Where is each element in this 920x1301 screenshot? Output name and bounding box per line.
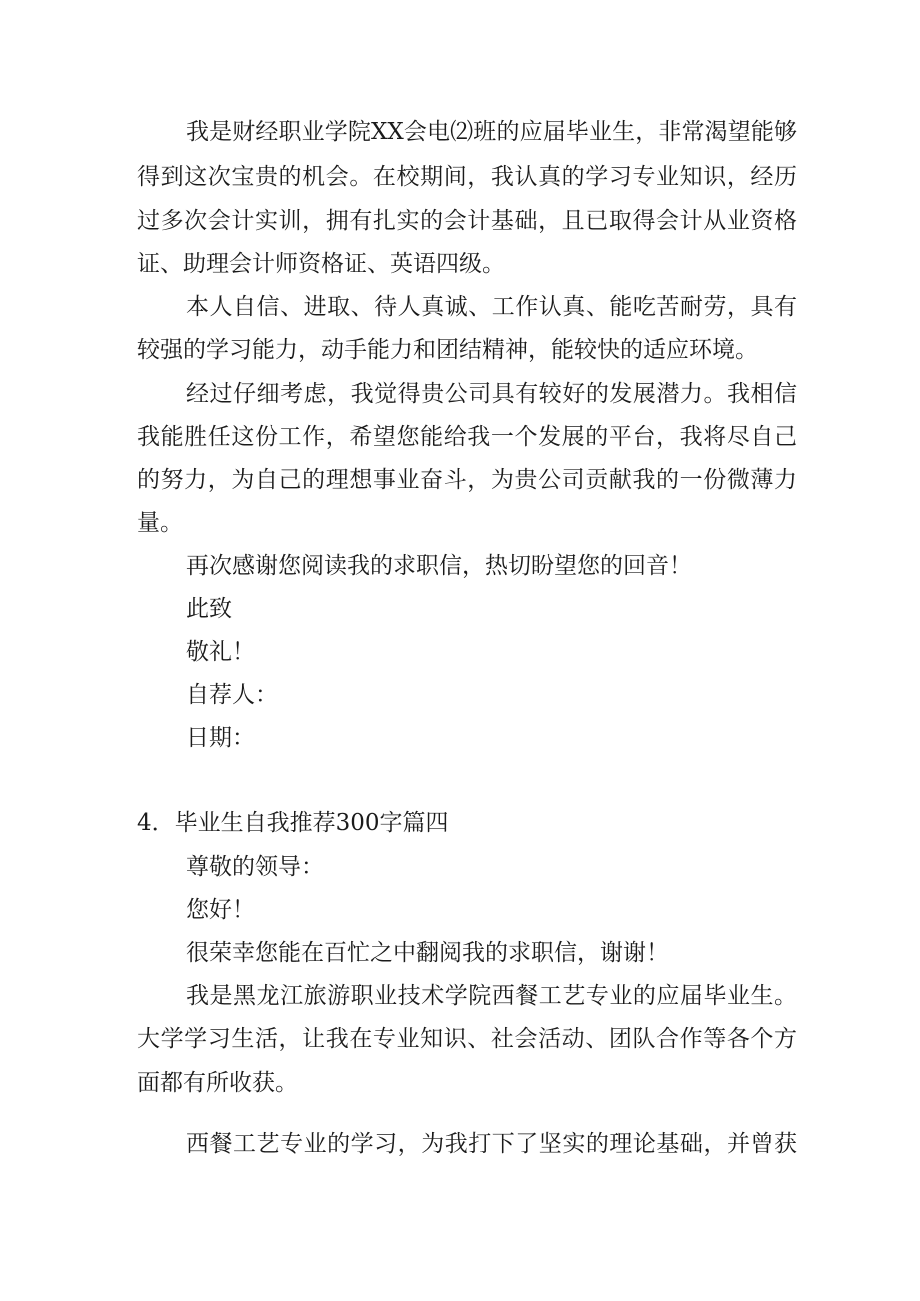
paragraph-line: 过多次会计实训，拥有扎实的会计基础，且已取得会计从业资格 — [137, 208, 797, 234]
signer-line: 自荐人： — [186, 682, 278, 708]
paragraph-line: 本人自信、进取、待人真诚、工作认真、能吃苦耐劳，具有 — [186, 294, 797, 320]
date-line: 日期： — [186, 725, 255, 751]
paragraph-line: 我是黑龙江旅游职业技术学院西餐工艺专业的应届毕业生。 — [186, 983, 797, 1009]
intro-line: 很荣幸您能在百忙之中翻阅我的求职信，谢谢！ — [186, 940, 669, 966]
closing-line: 此致 — [186, 596, 232, 622]
paragraph-line: 较强的学习能力，动手能力和团结精神，能较快的适应环境。 — [137, 337, 758, 363]
paragraph-line: 的努力，为自己的理想事业奋斗，为贵公司贡献我的一份微薄力 — [137, 467, 797, 493]
paragraph-line: 证、助理会计师资格证、英语四级。 — [137, 251, 505, 277]
paragraph-line: 量。 — [137, 510, 183, 536]
thanks-line: 再次感谢您阅读我的求职信，热切盼望您的回音！ — [186, 553, 692, 579]
paragraph-line: 得到这次宝贵的机会。在校期间，我认真的学习专业知识，经历 — [137, 164, 797, 190]
paragraph-line: 西餐工艺专业的学习，为我打下了坚实的理论基础，并曾获 — [186, 1131, 797, 1157]
greeting-line: 您好！ — [186, 897, 255, 923]
paragraph-line: 我能胜任这份工作，希望您能给我一个发展的平台，我将尽自己 — [137, 424, 797, 450]
paragraph-line: 面都有所收获。 — [137, 1070, 298, 1096]
section-heading: 4．毕业生自我推荐300字篇四 — [137, 810, 449, 836]
closing-line: 敬礼！ — [186, 639, 255, 665]
salutation-line: 尊敬的领导： — [186, 854, 324, 880]
paragraph-line: 我是财经职业学院XX会电⑵班的应届毕业生，非常渴望能够 — [186, 119, 797, 145]
paragraph-line: 经过仔细考虑，我觉得贵公司具有较好的发展潜力。我相信 — [186, 381, 797, 407]
paragraph-line: 大学学习生活，让我在专业知识、社会活动、团队合作等各个方 — [137, 1026, 797, 1052]
